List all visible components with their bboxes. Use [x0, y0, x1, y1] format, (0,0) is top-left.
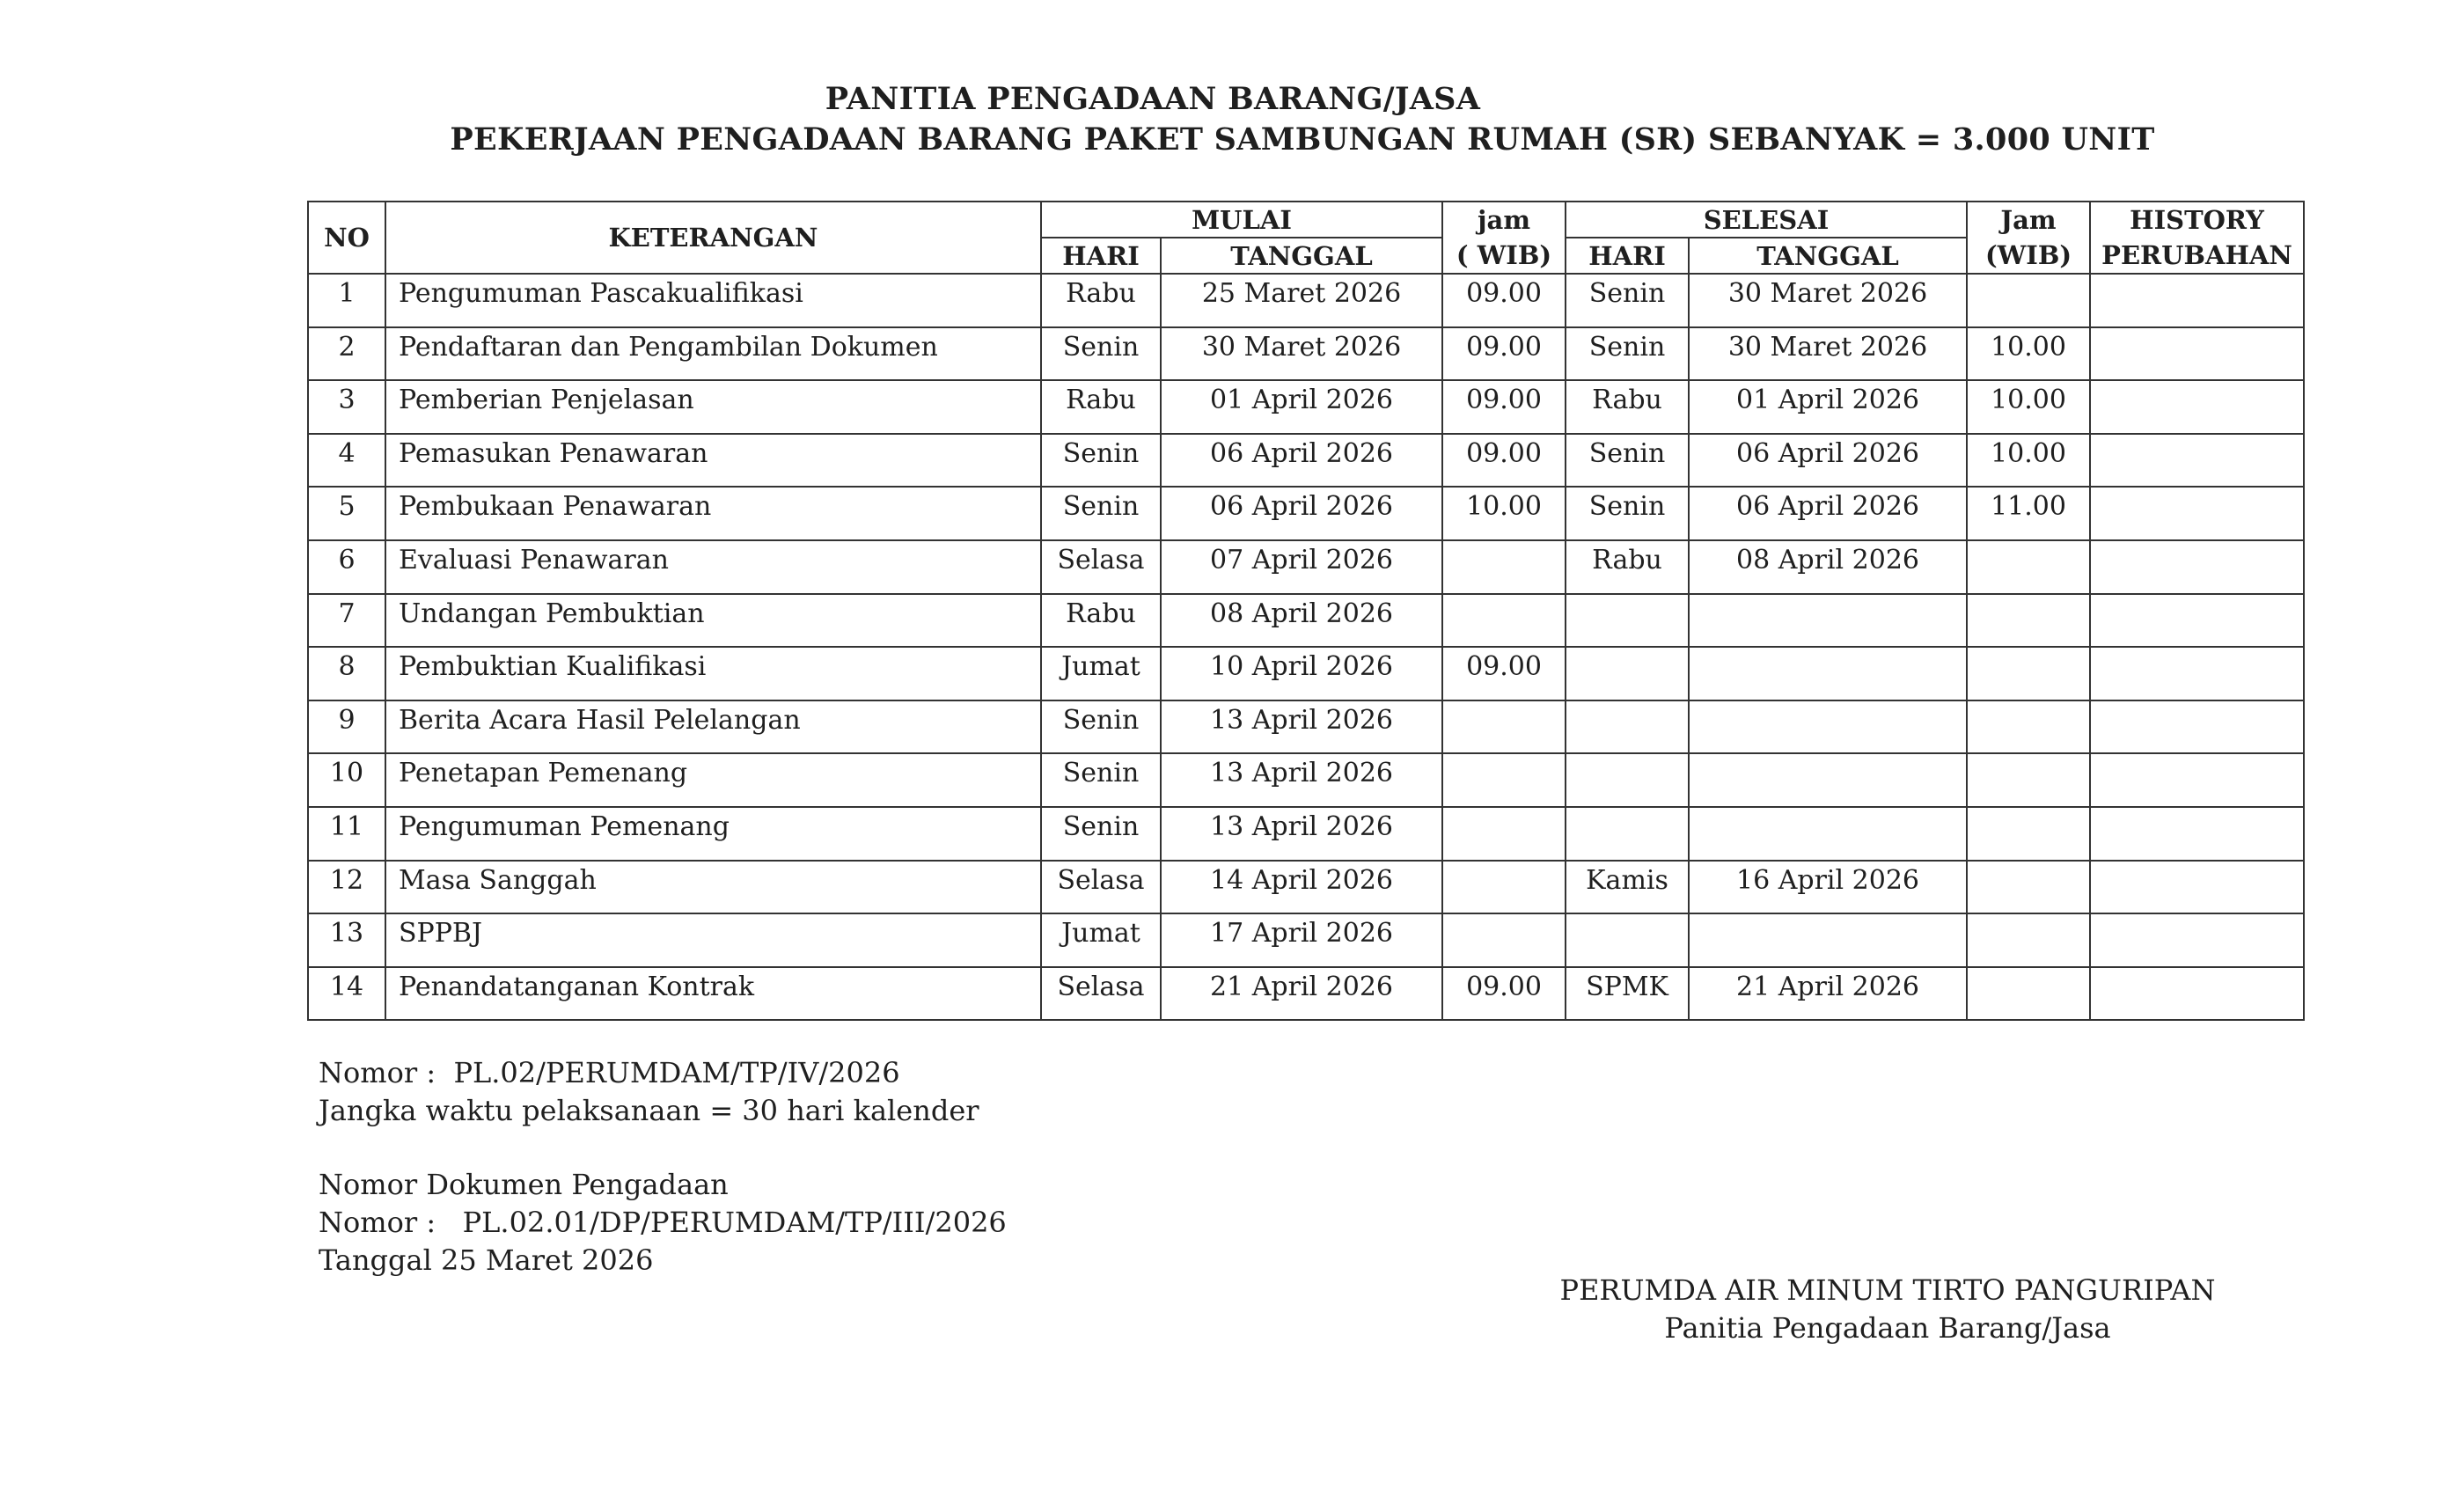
cell-keterangan: Pembuktian Kualifikasi	[385, 647, 1041, 700]
header-mulai-hari: HARI	[1041, 238, 1161, 274]
cell-keterangan: Pembukaan Penawaran	[385, 487, 1041, 540]
table-header	[308, 202, 2304, 274]
cell-selesai-tanggal	[1689, 647, 1967, 700]
cell-mulai-jam: 09.00	[1442, 967, 1566, 1021]
cell-mulai-tanggal: 13 April 2026	[1161, 700, 1442, 754]
cell-no: 13	[308, 913, 385, 967]
cell-selesai-tanggal	[1689, 594, 1967, 648]
cell-selesai-hari	[1566, 807, 1689, 861]
cell-no: 10	[308, 753, 385, 807]
footer-jangka-waktu: Jangka waktu pelaksanaan = 30 hari kalender	[319, 1094, 979, 1127]
footer-nomor: Nomor : PL.02/PERUMDAM/TP/IV/2026	[319, 1056, 900, 1089]
footer-nomor-block	[319, 1054, 979, 1130]
cell-keterangan: Pemberian Penjelasan	[385, 380, 1041, 434]
cell-history	[2090, 434, 2304, 488]
cell-no: 12	[308, 861, 385, 914]
header-selesai: SELESAI	[1566, 202, 1967, 238]
cell-selesai-tanggal: 06 April 2026	[1689, 487, 1967, 540]
cell-selesai-tanggal: 30 Maret 2026	[1689, 274, 1967, 327]
table-row	[308, 967, 2304, 1021]
cell-history	[2090, 274, 2304, 327]
table-row	[308, 380, 2304, 434]
cell-mulai-jam	[1442, 753, 1566, 807]
cell-mulai-tanggal: 17 April 2026	[1161, 913, 1442, 967]
document-title: PANITIA PENGADAAN BARANG/JASA	[825, 81, 1481, 117]
header-selesai-hari: HARI	[1566, 238, 1689, 274]
cell-selesai-hari: SPMK	[1566, 967, 1689, 1021]
schedule-table	[307, 201, 2305, 1021]
cell-no: 14	[308, 967, 385, 1021]
cell-selesai-hari	[1566, 700, 1689, 754]
cell-history	[2090, 861, 2304, 914]
cell-selesai-jam	[1967, 967, 2090, 1021]
footer-dokumen-nomor: Nomor : PL.02.01/DP/PERUMDAM/TP/III/2026	[319, 1206, 1007, 1239]
cell-mulai-tanggal: 30 Maret 2026	[1161, 327, 1442, 381]
cell-mulai-hari: Selasa	[1041, 967, 1161, 1021]
cell-selesai-tanggal: 21 April 2026	[1689, 967, 1967, 1021]
cell-mulai-jam	[1442, 913, 1566, 967]
cell-keterangan: Masa Sanggah	[385, 861, 1041, 914]
table-row	[308, 700, 2304, 754]
cell-mulai-jam: 09.00	[1442, 380, 1566, 434]
cell-mulai-hari: Rabu	[1041, 274, 1161, 327]
cell-selesai-tanggal: 16 April 2026	[1689, 861, 1967, 914]
cell-selesai-tanggal: 08 April 2026	[1689, 540, 1967, 594]
cell-mulai-jam: 09.00	[1442, 647, 1566, 700]
cell-selesai-jam	[1967, 594, 2090, 648]
table-row	[308, 540, 2304, 594]
cell-mulai-tanggal: 13 April 2026	[1161, 753, 1442, 807]
cell-selesai-tanggal: 01 April 2026	[1689, 380, 1967, 434]
cell-selesai-jam: 11.00	[1967, 487, 2090, 540]
cell-selesai-jam	[1967, 274, 2090, 327]
cell-history	[2090, 807, 2304, 861]
table-row	[308, 327, 2304, 381]
cell-mulai-jam	[1442, 540, 1566, 594]
cell-mulai-jam: 10.00	[1442, 487, 1566, 540]
cell-mulai-jam	[1442, 594, 1566, 648]
cell-keterangan: Pengumuman Pemenang	[385, 807, 1041, 861]
cell-keterangan: Pendaftaran dan Pengambilan Dokumen	[385, 327, 1041, 381]
table-row	[308, 913, 2304, 967]
cell-selesai-hari	[1566, 913, 1689, 967]
cell-selesai-jam	[1967, 700, 2090, 754]
cell-mulai-tanggal: 06 April 2026	[1161, 434, 1442, 488]
table-row	[308, 647, 2304, 700]
cell-history	[2090, 327, 2304, 381]
cell-keterangan: Berita Acara Hasil Pelelangan	[385, 700, 1041, 754]
cell-mulai-tanggal: 21 April 2026	[1161, 967, 1442, 1021]
cell-mulai-hari: Senin	[1041, 434, 1161, 488]
cell-selesai-hari: Senin	[1566, 487, 1689, 540]
cell-mulai-tanggal: 14 April 2026	[1161, 861, 1442, 914]
table-row	[308, 487, 2304, 540]
header-mulai: MULAI	[1041, 202, 1442, 238]
signature-unit: Panitia Pengadaan Barang/Jasa	[1664, 1311, 2111, 1345]
cell-selesai-jam: 10.00	[1967, 327, 2090, 381]
header-history-top: HISTORY	[2090, 202, 2304, 238]
cell-selesai-hari: Kamis	[1566, 861, 1689, 914]
table-body	[308, 274, 2304, 1020]
cell-history	[2090, 967, 2304, 1021]
cell-mulai-hari: Jumat	[1041, 647, 1161, 700]
cell-keterangan: Pemasukan Penawaran	[385, 434, 1041, 488]
cell-selesai-hari: Rabu	[1566, 540, 1689, 594]
cell-selesai-jam	[1967, 540, 2090, 594]
header-jam-mulai-bottom: ( WIB)	[1442, 238, 1566, 274]
cell-no: 2	[308, 327, 385, 381]
cell-mulai-hari: Senin	[1041, 700, 1161, 754]
cell-selesai-hari	[1566, 753, 1689, 807]
cell-selesai-jam	[1967, 647, 2090, 700]
cell-no: 5	[308, 487, 385, 540]
cell-no: 1	[308, 274, 385, 327]
cell-selesai-hari: Senin	[1566, 327, 1689, 381]
table-row	[308, 274, 2304, 327]
footer-dokumen-block	[319, 1166, 1007, 1280]
cell-mulai-hari: Rabu	[1041, 594, 1161, 648]
cell-mulai-hari: Rabu	[1041, 380, 1161, 434]
cell-selesai-hari: Senin	[1566, 274, 1689, 327]
table-row	[308, 594, 2304, 648]
header-selesai-tanggal: TANGGAL	[1689, 238, 1967, 274]
document-subtitle: PEKERJAAN PENGADAAN BARANG PAKET SAMBUNGAN RUMAH (SR) SEBANYAK = 3.000 UNIT	[450, 121, 2155, 158]
cell-mulai-hari: Senin	[1041, 807, 1161, 861]
cell-mulai-tanggal: 13 April 2026	[1161, 807, 1442, 861]
cell-keterangan: Penetapan Pemenang	[385, 753, 1041, 807]
cell-selesai-jam: 10.00	[1967, 380, 2090, 434]
cell-mulai-tanggal: 07 April 2026	[1161, 540, 1442, 594]
cell-selesai-hari: Rabu	[1566, 380, 1689, 434]
cell-selesai-tanggal: 06 April 2026	[1689, 434, 1967, 488]
cell-mulai-jam	[1442, 861, 1566, 914]
cell-selesai-hari	[1566, 647, 1689, 700]
cell-mulai-hari: Selasa	[1041, 540, 1161, 594]
table-row	[308, 861, 2304, 914]
header-no: NO	[308, 202, 385, 274]
cell-history	[2090, 487, 2304, 540]
cell-mulai-jam: 09.00	[1442, 274, 1566, 327]
cell-no: 7	[308, 594, 385, 648]
cell-mulai-tanggal: 06 April 2026	[1161, 487, 1442, 540]
cell-keterangan: Evaluasi Penawaran	[385, 540, 1041, 594]
cell-selesai-jam	[1967, 753, 2090, 807]
cell-mulai-tanggal: 01 April 2026	[1161, 380, 1442, 434]
cell-no: 11	[308, 807, 385, 861]
cell-mulai-jam	[1442, 807, 1566, 861]
cell-history	[2090, 594, 2304, 648]
cell-mulai-hari: Selasa	[1041, 861, 1161, 914]
cell-mulai-tanggal: 08 April 2026	[1161, 594, 1442, 648]
cell-selesai-jam: 10.00	[1967, 434, 2090, 488]
cell-selesai-jam	[1967, 913, 2090, 967]
header-history-bottom: PERUBAHAN	[2090, 238, 2304, 274]
cell-mulai-hari: Jumat	[1041, 913, 1161, 967]
header-jam-selesai-top: Jam	[1967, 202, 2090, 238]
signature-org: PERUMDA AIR MINUM TIRTO PANGURIPAN	[1559, 1273, 2216, 1307]
cell-selesai-tanggal	[1689, 753, 1967, 807]
table-row	[308, 807, 2304, 861]
cell-no: 4	[308, 434, 385, 488]
cell-history	[2090, 753, 2304, 807]
table-row	[308, 434, 2304, 488]
cell-selesai-jam	[1967, 861, 2090, 914]
cell-selesai-hari	[1566, 594, 1689, 648]
cell-keterangan: Undangan Pembuktian	[385, 594, 1041, 648]
cell-mulai-tanggal: 25 Maret 2026	[1161, 274, 1442, 327]
footer-dokumen-tanggal: Tanggal 25 Maret 2026	[319, 1243, 654, 1277]
cell-selesai-tanggal	[1689, 913, 1967, 967]
cell-mulai-jam	[1442, 700, 1566, 754]
header-jam-selesai-bottom: (WIB)	[1967, 238, 2090, 274]
signature-block	[1553, 1272, 2222, 1347]
cell-selesai-jam	[1967, 807, 2090, 861]
cell-selesai-tanggal: 30 Maret 2026	[1689, 327, 1967, 381]
cell-selesai-tanggal	[1689, 807, 1967, 861]
table-row	[308, 753, 2304, 807]
cell-no: 6	[308, 540, 385, 594]
cell-mulai-tanggal: 10 April 2026	[1161, 647, 1442, 700]
cell-keterangan: Pengumuman Pascakualifikasi	[385, 274, 1041, 327]
cell-mulai-hari: Senin	[1041, 327, 1161, 381]
footer-dokumen-title: Nomor Dokumen Pengadaan	[319, 1168, 729, 1201]
header-jam-mulai-top: jam	[1442, 202, 1566, 238]
cell-mulai-hari: Senin	[1041, 487, 1161, 540]
cell-mulai-jam: 09.00	[1442, 327, 1566, 381]
cell-mulai-hari: Senin	[1041, 753, 1161, 807]
cell-selesai-hari: Senin	[1566, 434, 1689, 488]
header-keterangan: KETERANGAN	[385, 202, 1041, 274]
cell-history	[2090, 540, 2304, 594]
cell-keterangan: SPPBJ	[385, 913, 1041, 967]
cell-history	[2090, 700, 2304, 754]
cell-keterangan: Penandatanganan Kontrak	[385, 967, 1041, 1021]
cell-mulai-jam: 09.00	[1442, 434, 1566, 488]
cell-history	[2090, 380, 2304, 434]
cell-history	[2090, 647, 2304, 700]
cell-no: 8	[308, 647, 385, 700]
cell-no: 9	[308, 700, 385, 754]
cell-history	[2090, 913, 2304, 967]
cell-no: 3	[308, 380, 385, 434]
cell-selesai-tanggal	[1689, 700, 1967, 754]
header-mulai-tanggal: TANGGAL	[1161, 238, 1442, 274]
